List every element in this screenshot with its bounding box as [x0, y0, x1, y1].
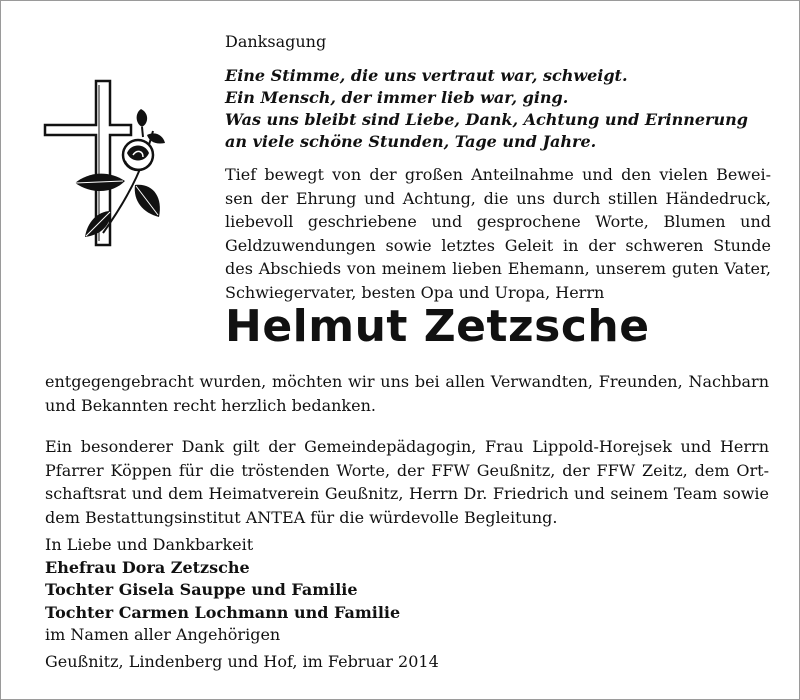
text-line: Ein besonderer Dank gilt der Gemeindepädagogin, Frau Lippold-Horejsek und Herrn [45, 437, 769, 456]
text-line: Schwiegervater, besten Opa und Uropa, Herrn [225, 282, 605, 302]
text-line: Geldzuwendungen sowie letztes Geleit in der schweren Stunde [225, 235, 771, 255]
text-line: Tief bewegt von der großen Anteilnahme und den vielen Bewei- [225, 165, 771, 184]
signature-daughter: Tochter Gisela Sauppe und Familie [45, 580, 358, 599]
intro-paragraph [225, 163, 771, 304]
verse-line: Ein Mensch, der immer lieb war, ging. [225, 88, 569, 107]
cross-with-rose-icon [41, 73, 171, 253]
text-line: liebevoll geschriebene und gesprochene Worte, Blumen und [225, 212, 771, 231]
thanks-paragraph [45, 370, 769, 417]
verse-line: Was uns bleibt sind Liebe, Dank, Achtung und Erinnerung [225, 110, 748, 129]
signature-block [45, 534, 400, 647]
signature-wife: Ehefrau Dora Zetzsche [45, 557, 250, 577]
text-line: und Bekannten recht herzlich bedanken. [45, 395, 376, 415]
text-line: des Abschieds von meinem lieben Ehemann, unserem guten Vater, [225, 259, 771, 278]
text-line: Pfarrer Köppen für die tröstenden Worte, der FFW Geußnitz, der FFW Zeitz, dem Ort- [45, 460, 769, 480]
signature-closing: im Namen aller Angehörigen [45, 625, 281, 644]
text-line: schaftsrat und dem Heimatverein Geußnitz, Herrn Dr. Friedrich und seinem Team sowie [45, 484, 769, 503]
memorial-verse [225, 65, 775, 153]
signature-daughter: Tochter Carmen Lochmann und Familie [45, 602, 401, 622]
text-line: dem Bestattungsinstitut ANTEA für die würdevolle Begleitung. [45, 507, 558, 527]
special-thanks-paragraph [45, 435, 769, 529]
verse-line: Eine Stimme, die uns vertraut war, schweigt. [225, 66, 628, 85]
notice-heading: Danksagung [225, 32, 327, 51]
signature-opening: In Liebe und Dankbarkeit [45, 535, 254, 554]
deceased-name: Helmut Zetzsche [225, 301, 650, 352]
place-and-date: Geußnitz, Lindenberg und Hof, im Februar 2014 [45, 652, 439, 671]
text-line: entgegengebracht wurden, möchten wir uns bei allen Verwandten, Freunden, Nachbarn [45, 372, 769, 391]
text-line: sen der Ehrung und Achtung, die uns durch stillen Händedruck, [225, 188, 771, 208]
verse-line: an viele schöne Stunden, Tage und Jahre. [225, 132, 597, 151]
